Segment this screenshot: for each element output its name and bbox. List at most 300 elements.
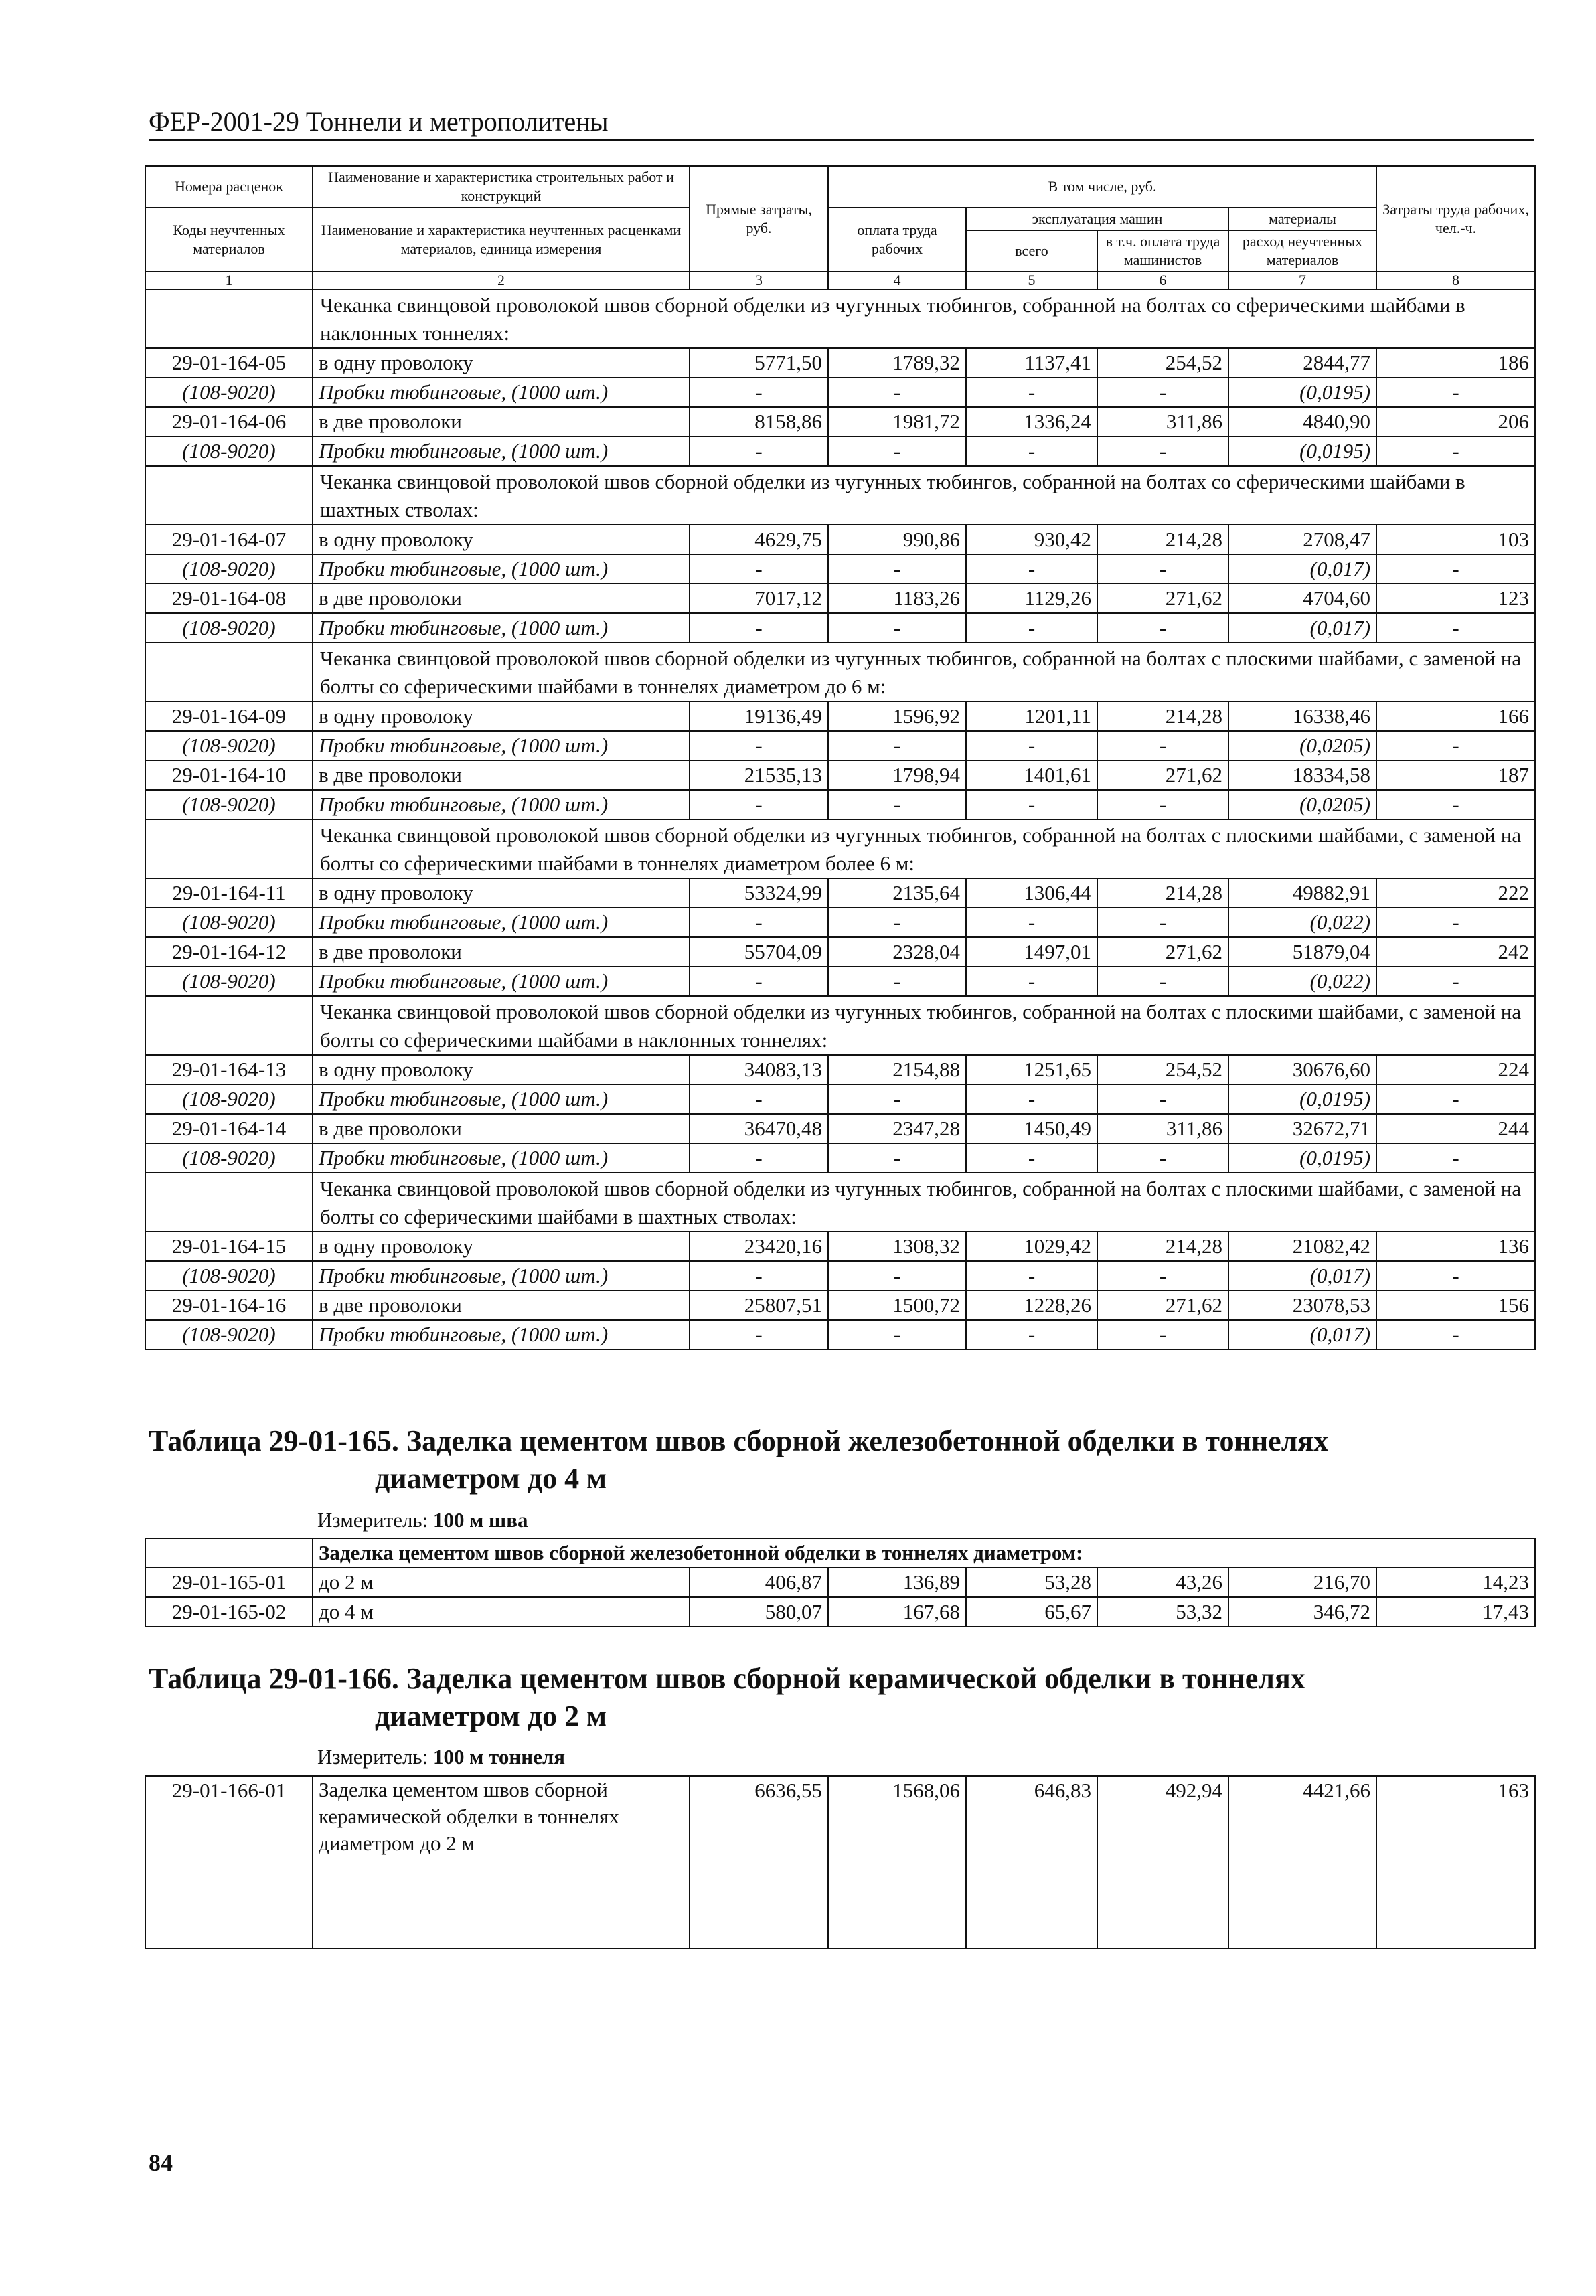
table-row [145, 525, 1535, 554]
hours-dash: - [1376, 613, 1535, 643]
machines-total: 1401,61 [966, 760, 1097, 790]
labor-hours: 187 [1376, 760, 1535, 790]
machines-labor-dash: - [1097, 967, 1228, 996]
machines-dash: - [966, 790, 1097, 819]
work-name: в две проволоки [313, 407, 690, 436]
hours-dash: - [1376, 1320, 1535, 1349]
machines-total: 1497,01 [966, 937, 1097, 967]
direct-cost: 36470,48 [690, 1114, 828, 1143]
direct-cost: 25807,51 [690, 1291, 828, 1320]
header-machines-total: всего [966, 230, 1097, 272]
labor-pay: 1789,32 [828, 348, 966, 378]
direct-cost: 7017,12 [690, 584, 828, 613]
machines-dash: - [966, 378, 1097, 407]
col-number: 3 [690, 272, 828, 289]
direct-cost: 23420,16 [690, 1232, 828, 1261]
measure-value: 100 м тоннеля [432, 1745, 566, 1769]
machines-labor-dash: - [1097, 731, 1228, 760]
material-qty: (0,017) [1228, 1320, 1376, 1349]
blank-cell [145, 643, 313, 702]
labor-hours: 123 [1376, 584, 1535, 613]
header-direct: Прямые затраты, руб. [690, 166, 828, 272]
direct-cost: 4629,75 [690, 525, 828, 554]
table-166-body [145, 1776, 1535, 1949]
material-name: Пробки тюбинговые, (1000 шт.) [313, 1320, 690, 1349]
materials-cost: 16338,46 [1228, 702, 1376, 731]
rate-code: 29-01-164-15 [145, 1232, 313, 1261]
group-title-row [145, 643, 1535, 702]
direct-dash: - [690, 908, 828, 937]
direct-dash: - [690, 1261, 828, 1291]
material-row [145, 554, 1535, 584]
rates-table-165 [145, 1538, 1536, 1627]
group-title-row [145, 289, 1535, 348]
table-row [145, 1597, 1535, 1627]
material-qty: (0,0195) [1228, 1084, 1376, 1114]
direct-cost: 6636,55 [690, 1776, 828, 1949]
group-title: Чеканка свинцовой проволокой швов сборной обделки из чугунных тюбингов, собранной на болтах со сферическими шайбами в шахтных стволах: [313, 466, 1535, 525]
direct-dash: - [690, 613, 828, 643]
materials-cost: 346,72 [1228, 1597, 1376, 1627]
table-row [145, 1568, 1535, 1597]
table-165-body [145, 1538, 1535, 1627]
material-code: (108-9020) [145, 554, 313, 584]
table-body [145, 289, 1535, 1349]
measure-label: Измеритель: [317, 1745, 428, 1769]
labor-hours: 166 [1376, 702, 1535, 731]
table-row [145, 348, 1535, 378]
material-code: (108-9020) [145, 967, 313, 996]
hours-dash: - [1376, 908, 1535, 937]
material-row [145, 967, 1535, 996]
blank-cell [145, 289, 313, 348]
materials-cost: 49882,91 [1228, 878, 1376, 908]
table-row [145, 1776, 1535, 1949]
direct-cost: 406,87 [690, 1568, 828, 1597]
materials-cost: 30676,60 [1228, 1055, 1376, 1084]
group-title-row [145, 1538, 1535, 1568]
group-title-row [145, 466, 1535, 525]
machines-labor-dash: - [1097, 554, 1228, 584]
col-number: 4 [828, 272, 966, 289]
group-title-row [145, 1173, 1535, 1232]
hours-dash: - [1376, 790, 1535, 819]
material-code: (108-9020) [145, 1261, 313, 1291]
machines-total: 1306,44 [966, 878, 1097, 908]
machines-labor: 254,52 [1097, 348, 1228, 378]
labor-hours: 224 [1376, 1055, 1535, 1084]
machines-dash: - [966, 554, 1097, 584]
group-title: Чеканка свинцовой проволокой швов сборной обделки из чугунных тюбингов, собранной на болтах с плоскими шайбами, с заменой на болты со сферическими шайбами в шахтных стволах: [313, 1173, 1535, 1232]
machines-labor: 311,86 [1097, 1114, 1228, 1143]
table-165-title-line1: Таблица 29-01-165. Заделка цементом швов сборной железобетонной обделки в тоннелях [149, 1424, 1329, 1457]
material-row [145, 1084, 1535, 1114]
machines-total: 646,83 [966, 1776, 1097, 1949]
col-number: 1 [145, 272, 313, 289]
table-165-title-line2: диаметром до 4 м [375, 1462, 607, 1495]
table-row [145, 760, 1535, 790]
col-number: 7 [1228, 272, 1376, 289]
table-row [145, 1114, 1535, 1143]
material-row [145, 731, 1535, 760]
material-code: (108-9020) [145, 613, 313, 643]
direct-dash: - [690, 436, 828, 466]
machines-labor: 214,28 [1097, 878, 1228, 908]
machines-labor: 492,94 [1097, 1776, 1228, 1949]
direct-cost: 580,07 [690, 1597, 828, 1627]
machines-dash: - [966, 967, 1097, 996]
blank-cell [145, 466, 313, 525]
direct-dash: - [690, 967, 828, 996]
labor-hours: 103 [1376, 525, 1535, 554]
materials-cost: 23078,53 [1228, 1291, 1376, 1320]
labor-dash: - [828, 613, 966, 643]
labor-dash: - [828, 1084, 966, 1114]
machines-total: 1336,24 [966, 407, 1097, 436]
rate-code: 29-01-164-16 [145, 1291, 313, 1320]
material-code: (108-9020) [145, 378, 313, 407]
labor-pay: 1798,94 [828, 760, 966, 790]
machines-labor-dash: - [1097, 1261, 1228, 1291]
table-row [145, 407, 1535, 436]
material-code: (108-9020) [145, 1320, 313, 1349]
machines-total: 1129,26 [966, 584, 1097, 613]
material-name: Пробки тюбинговые, (1000 шт.) [313, 436, 690, 466]
blank-cell [145, 1538, 313, 1568]
machines-dash: - [966, 908, 1097, 937]
work-name: в одну проволоку [313, 348, 690, 378]
material-qty: (0,0205) [1228, 790, 1376, 819]
labor-pay: 2135,64 [828, 878, 966, 908]
materials-cost: 216,70 [1228, 1568, 1376, 1597]
materials-cost: 4421,66 [1228, 1776, 1376, 1949]
col-number: 2 [313, 272, 690, 289]
machines-dash: - [966, 436, 1097, 466]
rate-code: 29-01-164-11 [145, 878, 313, 908]
rate-code: 29-01-164-05 [145, 348, 313, 378]
group-title: Чеканка свинцовой проволокой швов сборной обделки из чугунных тюбингов, собранной на болтах с плоскими шайбами, с заменой на болты со сферическими шайбами в тоннелях диаметром более 6 м: [313, 819, 1535, 878]
labor-dash: - [828, 731, 966, 760]
direct-cost: 34083,13 [690, 1055, 828, 1084]
material-qty: (0,022) [1228, 908, 1376, 937]
material-qty: (0,017) [1228, 613, 1376, 643]
table-166-measure [317, 1745, 565, 1769]
rate-code: 29-01-166-01 [145, 1776, 313, 1949]
work-name: в одну проволоку [313, 1232, 690, 1261]
header-codes-bottom: Коды неучтенных материалов [145, 208, 313, 272]
material-qty: (0,0205) [1228, 731, 1376, 760]
blank-cell [145, 1173, 313, 1232]
page-header-title: ФЕР-2001-29 Тоннели и метрополитены [149, 106, 609, 137]
labor-pay: 1981,72 [828, 407, 966, 436]
header-name-top: Наименование и характеристика строительных работ и конструкций [313, 166, 690, 208]
direct-dash: - [690, 790, 828, 819]
hours-dash: - [1376, 731, 1535, 760]
materials-cost: 4704,60 [1228, 584, 1376, 613]
material-row [145, 436, 1535, 466]
header-name-bottom: Наименование и характеристика неучтенных расценками материалов, единица измерения [313, 208, 690, 272]
group-title: Чеканка свинцовой проволокой швов сборной обделки из чугунных тюбингов, собранной на болтах с плоскими шайбами, с заменой на болты со сферическими шайбами в тоннелях диаметром до 6 м: [313, 643, 1535, 702]
direct-cost: 53324,99 [690, 878, 828, 908]
machines-dash: - [966, 613, 1097, 643]
labor-pay: 1183,26 [828, 584, 966, 613]
labor-pay: 990,86 [828, 525, 966, 554]
direct-dash: - [690, 554, 828, 584]
col-number: 5 [966, 272, 1097, 289]
col-number: 8 [1376, 272, 1535, 289]
machines-dash: - [966, 1261, 1097, 1291]
work-name: в две проволоки [313, 584, 690, 613]
group-title-row [145, 819, 1535, 878]
material-row [145, 1320, 1535, 1349]
labor-dash: - [828, 790, 966, 819]
direct-dash: - [690, 1320, 828, 1349]
material-row [145, 908, 1535, 937]
machines-dash: - [966, 1084, 1097, 1114]
machines-total: 1450,49 [966, 1114, 1097, 1143]
table-166-title-line2: диаметром до 2 м [375, 1700, 607, 1732]
rate-code: 29-01-165-01 [145, 1568, 313, 1597]
header-divider [149, 139, 1534, 141]
labor-pay: 136,89 [828, 1568, 966, 1597]
labor-dash: - [828, 1320, 966, 1349]
rate-code: 29-01-164-14 [145, 1114, 313, 1143]
work-name: в одну проволоку [313, 878, 690, 908]
work-name: Заделка цементом швов сборной керамической обделки в тоннелях диаметром до 2 м [313, 1776, 690, 1949]
labor-hours: 222 [1376, 878, 1535, 908]
machines-labor-dash: - [1097, 378, 1228, 407]
direct-dash: - [690, 1084, 828, 1114]
header-machines: эксплуатация машин [966, 208, 1228, 230]
material-name: Пробки тюбинговые, (1000 шт.) [313, 908, 690, 937]
material-row [145, 1143, 1535, 1173]
work-name: в две проволоки [313, 760, 690, 790]
work-name: в одну проволоку [313, 702, 690, 731]
labor-hours: 206 [1376, 407, 1535, 436]
direct-cost: 5771,50 [690, 348, 828, 378]
table-header [145, 166, 1535, 289]
rates-table-164 [145, 165, 1536, 1350]
material-qty: (0,0195) [1228, 1143, 1376, 1173]
machines-labor: 271,62 [1097, 937, 1228, 967]
machines-labor: 271,62 [1097, 760, 1228, 790]
labor-dash: - [828, 1261, 966, 1291]
rate-code: 29-01-164-08 [145, 584, 313, 613]
labor-pay: 1500,72 [828, 1291, 966, 1320]
machines-labor-dash: - [1097, 790, 1228, 819]
hours-dash: - [1376, 436, 1535, 466]
labor-dash: - [828, 554, 966, 584]
material-qty: (0,017) [1228, 1261, 1376, 1291]
material-row [145, 1261, 1535, 1291]
table-166-title-line1: Таблица 29-01-166. Заделка цементом швов сборной керамической обделки в тоннелях [149, 1662, 1305, 1695]
material-row [145, 378, 1535, 407]
labor-hours: 163 [1376, 1776, 1535, 1949]
hours-dash: - [1376, 1084, 1535, 1114]
machines-labor: 271,62 [1097, 584, 1228, 613]
header-materials: материалы [1228, 208, 1376, 230]
machines-total: 1029,42 [966, 1232, 1097, 1261]
machines-labor: 254,52 [1097, 1055, 1228, 1084]
machines-total: 53,28 [966, 1568, 1097, 1597]
machines-labor: 271,62 [1097, 1291, 1228, 1320]
machines-total: 1228,26 [966, 1291, 1097, 1320]
labor-pay: 1308,32 [828, 1232, 966, 1261]
table-row [145, 584, 1535, 613]
materials-cost: 18334,58 [1228, 760, 1376, 790]
labor-hours: 156 [1376, 1291, 1535, 1320]
direct-dash: - [690, 378, 828, 407]
group-title: Чеканка свинцовой проволокой швов сборной обделки из чугунных тюбингов, собранной на болтах с плоскими шайбами, с заменой на болты со сферическими шайбами в наклонных тоннелях: [313, 996, 1535, 1055]
hours-dash: - [1376, 554, 1535, 584]
header-labor: оплата труда рабочих [828, 208, 966, 272]
material-row [145, 613, 1535, 643]
work-name: в две проволоки [313, 1291, 690, 1320]
table-row [145, 1232, 1535, 1261]
material-qty: (0,017) [1228, 554, 1376, 584]
measure-value: 100 м шва [432, 1508, 528, 1532]
table-row [145, 1291, 1535, 1320]
machines-labor: 214,28 [1097, 525, 1228, 554]
rate-code: 29-01-164-12 [145, 937, 313, 967]
material-code: (108-9020) [145, 790, 313, 819]
rates-table-166 [145, 1775, 1536, 1949]
direct-cost: 8158,86 [690, 407, 828, 436]
machines-labor-dash: - [1097, 1084, 1228, 1114]
machines-dash: - [966, 731, 1097, 760]
direct-dash: - [690, 1143, 828, 1173]
labor-pay: 167,68 [828, 1597, 966, 1627]
labor-dash: - [828, 436, 966, 466]
labor-pay: 1568,06 [828, 1776, 966, 1949]
material-name: Пробки тюбинговые, (1000 шт.) [313, 1261, 690, 1291]
labor-pay: 2347,28 [828, 1114, 966, 1143]
machines-labor-dash: - [1097, 613, 1228, 643]
table-row [145, 937, 1535, 967]
material-name: Пробки тюбинговые, (1000 шт.) [313, 613, 690, 643]
rate-code: 29-01-164-10 [145, 760, 313, 790]
labor-pay: 1596,92 [828, 702, 966, 731]
rate-code: 29-01-164-06 [145, 407, 313, 436]
blank-cell [145, 819, 313, 878]
material-name: Пробки тюбинговые, (1000 шт.) [313, 967, 690, 996]
col-number: 6 [1097, 272, 1228, 289]
table-row [145, 702, 1535, 731]
machines-labor: 214,28 [1097, 1232, 1228, 1261]
header-including: В том числе, руб. [828, 166, 1376, 208]
material-name: Пробки тюбинговые, (1000 шт.) [313, 1084, 690, 1114]
machines-total: 1137,41 [966, 348, 1097, 378]
page-number: 84 [149, 2149, 173, 2176]
materials-cost: 51879,04 [1228, 937, 1376, 967]
group-title: Чеканка свинцовой проволокой швов сборной обделки из чугунных тюбингов, собранной на болтах со сферическими шайбами в наклонных тоннелях: [313, 289, 1535, 348]
material-qty: (0,0195) [1228, 436, 1376, 466]
labor-dash: - [828, 967, 966, 996]
material-name: Пробки тюбинговые, (1000 шт.) [313, 554, 690, 584]
direct-dash: - [690, 731, 828, 760]
labor-dash: - [828, 1143, 966, 1173]
direct-cost: 21535,13 [690, 760, 828, 790]
blank-cell [145, 996, 313, 1055]
material-code: (108-9020) [145, 908, 313, 937]
rate-code: 29-01-164-07 [145, 525, 313, 554]
labor-hours: 136 [1376, 1232, 1535, 1261]
hours-dash: - [1376, 378, 1535, 407]
hours-dash: - [1376, 1261, 1535, 1291]
group-title: Заделка цементом швов сборной железобетонной обделки в тоннелях диаметром: [313, 1538, 1535, 1568]
labor-hours: 17,43 [1376, 1597, 1535, 1627]
labor-pay: 2328,04 [828, 937, 966, 967]
machines-total: 1251,65 [966, 1055, 1097, 1084]
table-166-title [149, 1660, 1305, 1735]
machines-dash: - [966, 1320, 1097, 1349]
hours-dash: - [1376, 1143, 1535, 1173]
machines-labor: 53,32 [1097, 1597, 1228, 1627]
material-qty: (0,022) [1228, 967, 1376, 996]
machines-labor: 43,26 [1097, 1568, 1228, 1597]
table-165-measure [317, 1508, 528, 1532]
header-materials-sub: расход неучтенных материалов [1228, 230, 1376, 272]
labor-dash: - [828, 378, 966, 407]
material-code: (108-9020) [145, 1084, 313, 1114]
machines-dash: - [966, 1143, 1097, 1173]
machines-labor-dash: - [1097, 908, 1228, 937]
machines-total: 930,42 [966, 525, 1097, 554]
materials-cost: 4840,90 [1228, 407, 1376, 436]
material-code: (108-9020) [145, 436, 313, 466]
work-name: до 4 м [313, 1597, 690, 1627]
material-name: Пробки тюбинговые, (1000 шт.) [313, 731, 690, 760]
machines-total: 65,67 [966, 1597, 1097, 1627]
labor-hours: 186 [1376, 348, 1535, 378]
material-qty: (0,0195) [1228, 378, 1376, 407]
machines-labor: 214,28 [1097, 702, 1228, 731]
work-name: в две проволоки [313, 1114, 690, 1143]
direct-cost: 19136,49 [690, 702, 828, 731]
work-name: в две проволоки [313, 937, 690, 967]
header-codes-top: Номера расценок [145, 166, 313, 208]
labor-dash: - [828, 908, 966, 937]
work-name: в одну проволоку [313, 525, 690, 554]
machines-labor-dash: - [1097, 1143, 1228, 1173]
work-name: до 2 м [313, 1568, 690, 1597]
materials-cost: 2708,47 [1228, 525, 1376, 554]
table-row [145, 1055, 1535, 1084]
material-name: Пробки тюбинговые, (1000 шт.) [313, 1143, 690, 1173]
direct-cost: 55704,09 [690, 937, 828, 967]
table-row [145, 878, 1535, 908]
hours-dash: - [1376, 967, 1535, 996]
machines-total: 1201,11 [966, 702, 1097, 731]
rate-code: 29-01-164-09 [145, 702, 313, 731]
group-title-row [145, 996, 1535, 1055]
labor-pay: 2154,88 [828, 1055, 966, 1084]
work-name: в одну проволоку [313, 1055, 690, 1084]
material-code: (108-9020) [145, 1143, 313, 1173]
material-name: Пробки тюбинговые, (1000 шт.) [313, 790, 690, 819]
materials-cost: 2844,77 [1228, 348, 1376, 378]
materials-cost: 32672,71 [1228, 1114, 1376, 1143]
measure-label: Измеритель: [317, 1508, 428, 1532]
material-name: Пробки тюбинговые, (1000 шт.) [313, 378, 690, 407]
labor-hours: 242 [1376, 937, 1535, 967]
header-labor-cost: Затраты труда рабочих, чел.-ч. [1376, 166, 1535, 272]
rate-code: 29-01-164-13 [145, 1055, 313, 1084]
header-machines-labor: в т.ч. оплата труда машинистов [1097, 230, 1228, 272]
material-code: (108-9020) [145, 731, 313, 760]
labor-hours: 244 [1376, 1114, 1535, 1143]
machines-labor-dash: - [1097, 436, 1228, 466]
